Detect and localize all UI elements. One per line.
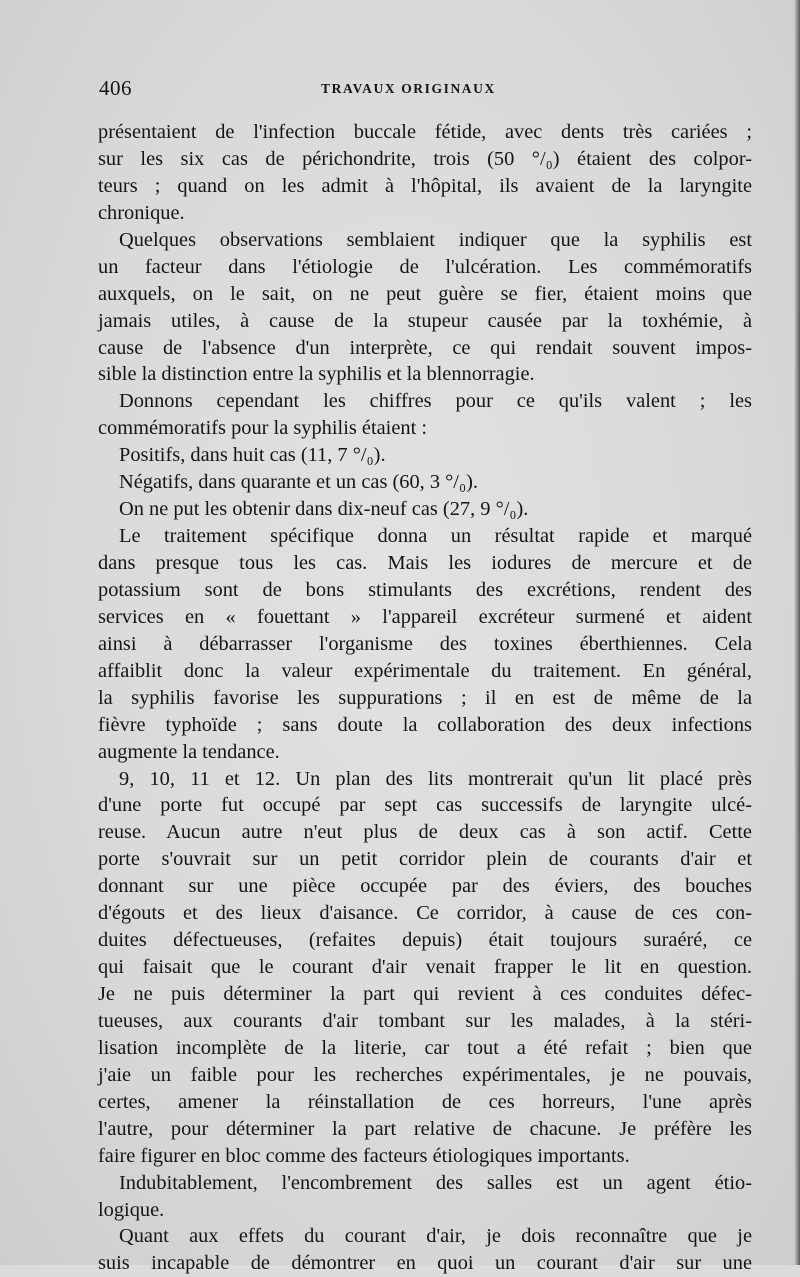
text-line: qui faisait que le courant d'air venait frapper le lit en question. — [98, 956, 752, 979]
text-line: teurs ; quand on les admit à l'hôpital, ils avaient de la laryngite — [98, 174, 752, 197]
text-line: certes, amener la réinstallation de ces horreurs, l'une après — [98, 1090, 752, 1113]
text-line: duites défectueuses, (refaites depuis) était toujours suraéré, ce — [98, 929, 752, 952]
text-line: Le traitement spécifique donna un résultat rapide et marqué — [119, 525, 752, 548]
page-number: 406 — [99, 76, 132, 100]
text-line: 9, 10, 11 et 12. Un plan des lits montrerait qu'un lit placé près — [119, 767, 752, 790]
text-line: Je ne puis déterminer la part qui revient à ces conduites défec- — [98, 983, 752, 1005]
text-line: cause de l'absence d'un interprète, ce qui rendait souvent impos- — [98, 336, 752, 359]
text-line: auxquels, on le sait, on ne peut guère se fier, étaient moins que — [98, 282, 752, 305]
text-line: j'aie un faible pour les recherches expérimentales, je ne pouvais, — [98, 1063, 752, 1086]
text-line: jamais utiles, à cause de la stupeur causée par la toxhémie, à — [98, 309, 752, 332]
text-line: un facteur dans l'étiologie de l'ulcération. Les commémoratifs — [98, 255, 752, 278]
text-line: chronique. — [98, 201, 185, 224]
text-line: affaiblit donc la valeur expérimentale du traitement. En général, — [98, 659, 752, 682]
text-line: la syphilis favorise les suppurations ; il en est de même de la — [98, 686, 752, 709]
text-line: logique. — [98, 1198, 165, 1221]
text-line: présentaient de l'infection buccale fétide, avec dents très cariées ; — [98, 121, 752, 143]
text-line: fièvre typhoïde ; sans doute la collaboration des deux infections — [98, 713, 752, 736]
text-line: Donnons cependant les chiffres pour ce qu'ils valent ; les — [119, 390, 752, 413]
text-line: Positifs, dans huit cas (11, 7 °/₀). — [119, 444, 386, 467]
running-head: TRAVAUX ORIGINAUX — [321, 81, 496, 96]
text-line: sible la distinction entre la syphilis et la blennorragie. — [98, 363, 535, 386]
text-line: sur les six cas de périchondrite, trois (50 °/₀) étaient des colpor- — [98, 147, 752, 170]
text-line: augmente la tendance. — [98, 740, 280, 763]
body-text — [98, 119, 752, 1277]
page-edge-shadow — [794, 0, 800, 1265]
text-line: ainsi à débarrasser l'organisme des toxines éberthiennes. Cela — [98, 632, 752, 655]
text-line: Négatifs, dans quarante et un cas (60, 3 °/₀). — [119, 471, 478, 494]
text-line: suis incapable de démontrer en quoi un courant d'air sur une — [98, 1252, 752, 1275]
text-line: commémoratifs pour la syphilis étaient : — [98, 417, 428, 440]
text-line: faire figurer en bloc comme des facteurs étiologiques importants. — [98, 1144, 630, 1167]
text-line: reuse. Aucun autre n'eut plus de deux cas à son actif. Cette — [98, 821, 752, 844]
text-line: services en « fouettant » l'appareil excréteur surmené et aident — [98, 605, 752, 628]
text-line: Quelques observations semblaient indiquer que la syphilis est — [119, 228, 752, 251]
text-line: dans presque tous les cas. Mais les iodures de mercure et de — [98, 552, 752, 574]
text-line: Indubitablement, l'encombrement des salles est un agent étio- — [119, 1171, 752, 1194]
text-line: l'autre, pour déterminer la part relative de chacune. Je préfère les — [98, 1117, 752, 1140]
text-line: potassium sont de bons stimulants des excrétions, rendent des — [98, 578, 752, 601]
text-line: On ne put les obtenir dans dix-neuf cas (27, 9 °/₀). — [119, 498, 529, 521]
text-line: d'une porte fut occupé par sept cas successifs de laryngite ulcé- — [98, 794, 752, 817]
text-line: donnant sur une pièce occupée par des éviers, des bouches — [98, 875, 752, 898]
page-header — [99, 76, 699, 106]
text-line: lisation incomplète de la literie, car tout a été refait ; bien que — [98, 1036, 752, 1059]
text-line: Quant aux effets du courant d'air, je dois reconnaître que je — [119, 1225, 752, 1248]
text-line: tueuses, aux courants d'air tombant sur les malades, à la stéri- — [98, 1009, 752, 1032]
text-line: porte s'ouvrait sur un petit corridor plein de courants d'air et — [98, 848, 752, 871]
text-line: d'égouts et des lieux d'aisance. Ce corridor, à cause de ces con- — [98, 902, 752, 925]
